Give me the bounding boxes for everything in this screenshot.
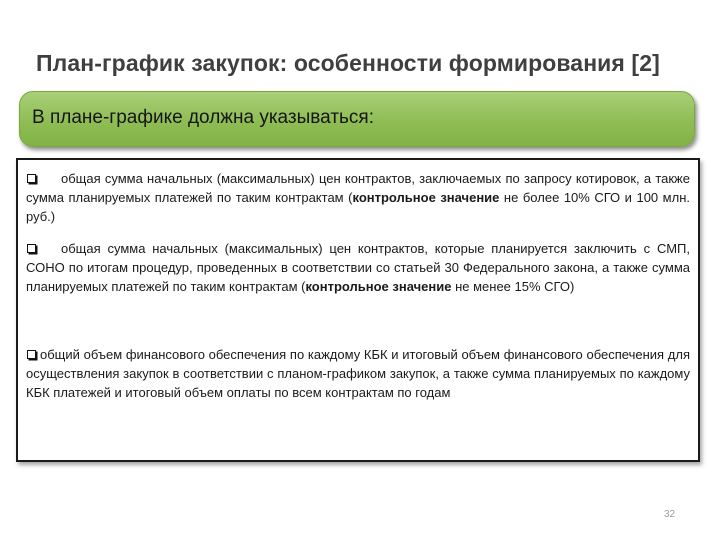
list-item-bold-text: контрольное значение: [352, 190, 500, 205]
list-item: [26, 239, 690, 296]
list-item: [26, 345, 690, 402]
list-item-text: общая сумма начальных (максимальных) цен контрактов, которые планируется заключить с СМП, СОНО по итогам процедур, проведенных в соответствии со статьей 30 Федерального закона, а также сумма планируемых платежей по таким контрактам (: [26, 241, 690, 294]
section-banner-text: В плане-графике должна указываться:: [32, 107, 374, 128]
section-banner: [19, 91, 695, 147]
checkbox-square-bullet-icon: [27, 244, 36, 253]
list-item: [26, 169, 690, 226]
list-item-bold-text: контрольное значение: [305, 279, 452, 294]
list-item-text: общий объем финансового обеспечения по каждому КБК и итоговый объем финансового обеспечения для осуществления закупок в соответствии с планом-графиком закупок, а также сумма планируемых по каждому КБК платежей и итоговый объем оплаты по всем контрактам по годам: [26, 347, 690, 400]
slide-title: План-график закупок: особенности формирования [2]: [36, 50, 660, 76]
checkbox-square-bullet-icon: [27, 350, 36, 359]
list-item-text-end: не менее 15% СГО): [451, 279, 575, 294]
page-number: 32: [664, 509, 676, 520]
list-item-text: общая сумма начальных (максимальных) цен контрактов, заключаемых по запросу котировок, а также сумма планируемых платежей по таким контрактам (: [26, 171, 690, 205]
list-item-text-end: не более 10% СГО и 100 млн. руб.): [26, 190, 690, 224]
checkbox-square-bullet-icon: [27, 174, 36, 183]
requirements-box: [16, 158, 700, 462]
